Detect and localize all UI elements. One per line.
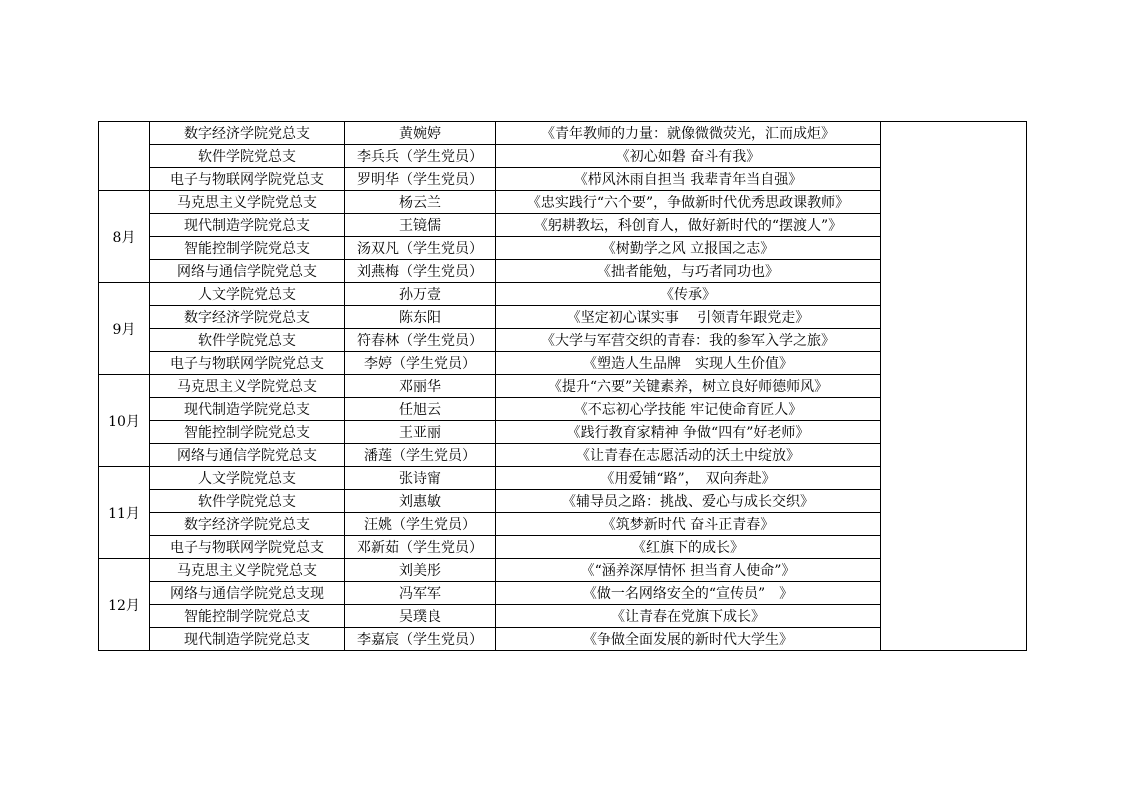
unit-cell: 数字经济学院党总支 xyxy=(150,122,345,145)
title-cell: 《让青春在志愿活动的沃土中绽放》 xyxy=(496,444,881,467)
title-cell: 《树勤学之风 立报国之志》 xyxy=(496,237,881,260)
remarks-cell xyxy=(881,122,1027,651)
name-cell: 符春林（学生党员） xyxy=(345,329,496,352)
unit-cell: 网络与通信学院党总支 xyxy=(150,444,345,467)
name-cell: 潘莲（学生党员） xyxy=(345,444,496,467)
table-row xyxy=(99,122,1027,145)
name-cell: 黄婉婷 xyxy=(345,122,496,145)
title-cell: 《大学与军营交织的青春：我的参军入学之旅》 xyxy=(496,329,881,352)
month-cell xyxy=(99,122,150,191)
name-cell: 任旭云 xyxy=(345,398,496,421)
title-cell: 《塑造人生品牌 实现人生价值》 xyxy=(496,352,881,375)
name-cell: 汤双凡（学生党员） xyxy=(345,237,496,260)
name-cell: 李嘉宸（学生党员） xyxy=(345,628,496,651)
title-cell: 《不忘初心学技能 牢记使命育匠人》 xyxy=(496,398,881,421)
name-cell: 王亚丽 xyxy=(345,421,496,444)
name-cell: 刘惠敏 xyxy=(345,490,496,513)
month-cell: 10月 xyxy=(99,375,150,467)
title-cell: 《“涵养深厚情怀 担当育人使命”》 xyxy=(496,559,881,582)
name-cell: 汪姚（学生党员） xyxy=(345,513,496,536)
title-cell: 《筑梦新时代 奋斗正青春》 xyxy=(496,513,881,536)
unit-cell: 数字经济学院党总支 xyxy=(150,306,345,329)
name-cell: 王镜儒 xyxy=(345,214,496,237)
title-cell: 《红旗下的成长》 xyxy=(496,536,881,559)
unit-cell: 电子与物联网学院党总支 xyxy=(150,168,345,191)
unit-cell: 数字经济学院党总支 xyxy=(150,513,345,536)
unit-cell: 网络与通信学院党总支现 xyxy=(150,582,345,605)
month-cell: 11月 xyxy=(99,467,150,559)
schedule-table xyxy=(98,121,1027,651)
title-cell: 《躬耕教坛，科创育人，做好新时代的“摆渡人”》 xyxy=(496,214,881,237)
unit-cell: 软件学院党总支 xyxy=(150,145,345,168)
name-cell: 吴璞良 xyxy=(345,605,496,628)
unit-cell: 网络与通信学院党总支 xyxy=(150,260,345,283)
name-cell: 刘燕梅（学生党员） xyxy=(345,260,496,283)
month-cell: 12月 xyxy=(99,559,150,651)
unit-cell: 智能控制学院党总支 xyxy=(150,237,345,260)
title-cell: 《用爱铺“路”， 双向奔赴》 xyxy=(496,467,881,490)
unit-cell: 智能控制学院党总支 xyxy=(150,605,345,628)
title-cell: 《坚定初心谋实事 引领青年跟党走》 xyxy=(496,306,881,329)
unit-cell: 软件学院党总支 xyxy=(150,490,345,513)
title-cell: 《争做全面发展的新时代大学生》 xyxy=(496,628,881,651)
name-cell: 陈东阳 xyxy=(345,306,496,329)
title-cell: 《拙者能勉，与巧者同功也》 xyxy=(496,260,881,283)
name-cell: 李婷（学生党员） xyxy=(345,352,496,375)
name-cell: 邓新茹（学生党员） xyxy=(345,536,496,559)
title-cell: 《栉风沐雨自担当 我辈青年当自强》 xyxy=(496,168,881,191)
title-cell: 《传承》 xyxy=(496,283,881,306)
unit-cell: 现代制造学院党总支 xyxy=(150,398,345,421)
name-cell: 冯军军 xyxy=(345,582,496,605)
title-cell: 《辅导员之路：挑战、爱心与成长交织》 xyxy=(496,490,881,513)
unit-cell: 现代制造学院党总支 xyxy=(150,628,345,651)
title-cell: 《做一名网络安全的“宣传员” 》 xyxy=(496,582,881,605)
title-cell: 《初心如磐 奋斗有我》 xyxy=(496,145,881,168)
title-cell: 《忠实践行“六个要”，争做新时代优秀思政课教师》 xyxy=(496,191,881,214)
name-cell: 李兵兵（学生党员） xyxy=(345,145,496,168)
unit-cell: 马克思主义学院党总支 xyxy=(150,375,345,398)
title-cell: 《让青春在党旗下成长》 xyxy=(496,605,881,628)
name-cell: 刘美彤 xyxy=(345,559,496,582)
title-cell: 《提升“六要”关键素养，树立良好师德师风》 xyxy=(496,375,881,398)
schedule-table-body xyxy=(99,122,1027,651)
unit-cell: 马克思主义学院党总支 xyxy=(150,559,345,582)
month-cell: 9月 xyxy=(99,283,150,375)
unit-cell: 软件学院党总支 xyxy=(150,329,345,352)
unit-cell: 人文学院党总支 xyxy=(150,283,345,306)
month-cell: 8月 xyxy=(99,191,150,283)
unit-cell: 智能控制学院党总支 xyxy=(150,421,345,444)
title-cell: 《践行教育家精神 争做“四有”好老师》 xyxy=(496,421,881,444)
title-cell: 《青年教师的力量：就像微微荧光，汇而成炬》 xyxy=(496,122,881,145)
unit-cell: 现代制造学院党总支 xyxy=(150,214,345,237)
name-cell: 罗明华（学生党员） xyxy=(345,168,496,191)
unit-cell: 电子与物联网学院党总支 xyxy=(150,352,345,375)
name-cell: 张诗甯 xyxy=(345,467,496,490)
name-cell: 杨云兰 xyxy=(345,191,496,214)
name-cell: 孙万壹 xyxy=(345,283,496,306)
unit-cell: 电子与物联网学院党总支 xyxy=(150,536,345,559)
unit-cell: 人文学院党总支 xyxy=(150,467,345,490)
unit-cell: 马克思主义学院党总支 xyxy=(150,191,345,214)
name-cell: 邓丽华 xyxy=(345,375,496,398)
